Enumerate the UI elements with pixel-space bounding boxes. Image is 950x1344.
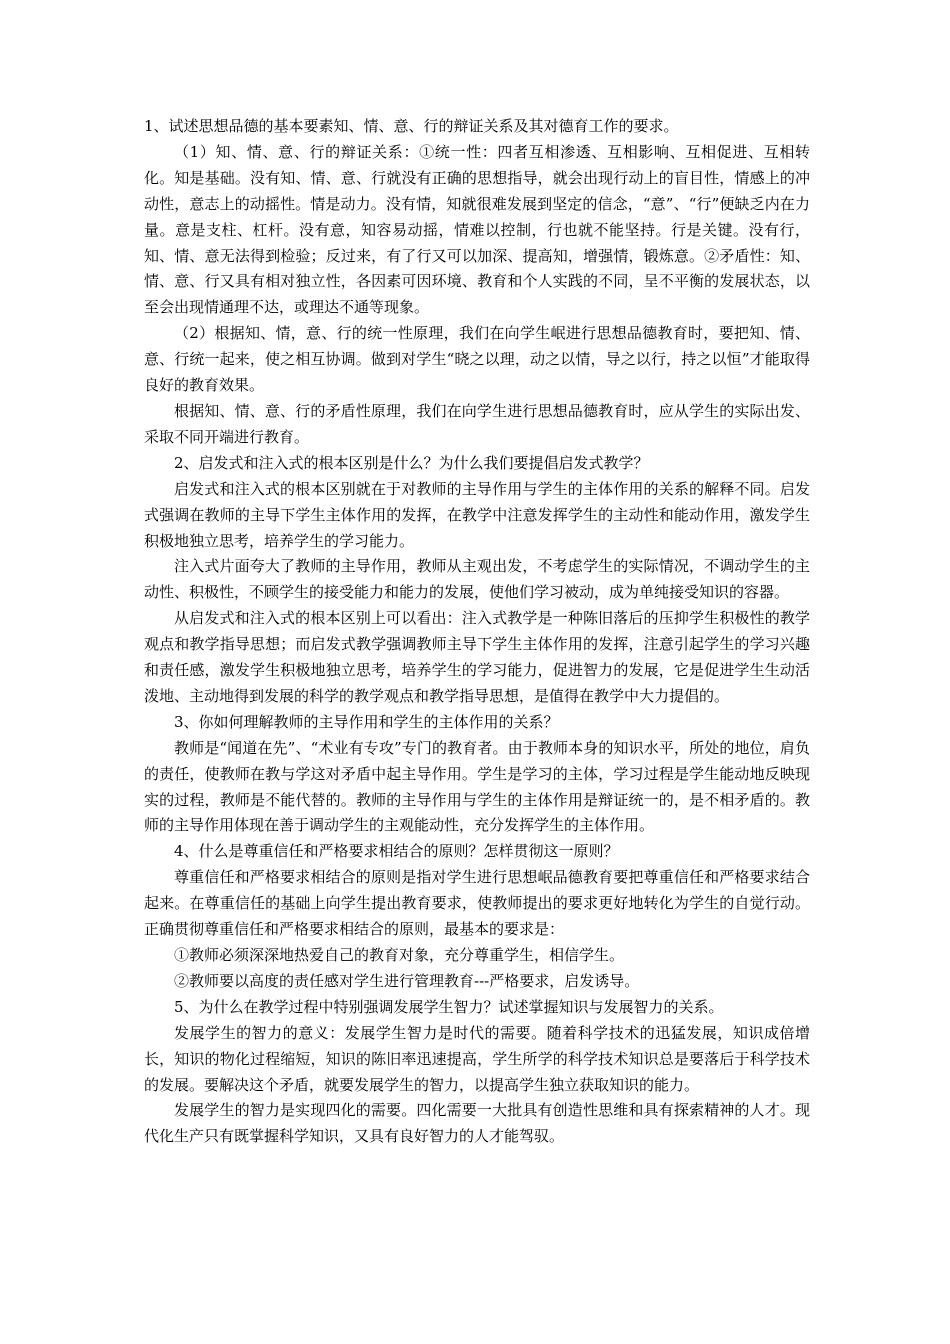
- answer-1-part-2: （2）根据知、情，意、行的统一性原理，我们在向学生岷进行思想品德教育时，要把知、情、意、行统一起来，使之相互协调。做到对学生“晓之以理，动之以情，导之以行，持之以恒”才能取得良好的教育效果。: [144, 324, 810, 395]
- answer-4-point-2: ②教师要以高度的责任感对学生进行管理教育---严格要求，启发诱导。: [174, 971, 640, 990]
- question-3-title: 3、你如何理解教师的主导作用和学生的主体作用的关系？: [174, 712, 559, 731]
- answer-2-part-3: 从启发式和注入式的根本区别上可以看出：注入式教学是一种陈旧落后的压抑学生积极性的教学观点和教学指导思想；而启发式教学强调教师主导下学生主体作用的发挥，注意引起学生的学习兴趣和责任感，激发学生积极地独立思考，培养学生的学习能力，促进智力的发展，它是促进学生生动活泼地、主动地得到发展的科学的教学观点和教学指导思想，是值得在教学中大力提倡的。: [144, 609, 810, 705]
- answer-5-part-1: 发展学生的智力的意义：发展学生智力是时代的需要。随着科学技术的迅猛发展，知识成倍增长，知识的物化过程缩短，知识的陈旧率迅速提高，学生所学的科学技术知识总是要落后于科学技术的发展。要解决这个矛盾，就要发展学生的智力，以提高学生独立获取知识的能力。: [144, 1023, 810, 1094]
- answer-3: 教师是“闻道在先”、“术业有专攻”专门的教育者。由于教师本身的知识水平，所处的地位，肩负的责任，使教师在教与学这对矛盾中起主导作用。学生是学习的主体，学习过程是学生能动地反映现实的过程，教师是不能代替的。教师的主导作用与学生的主体作用是辩证统一的，是不相矛盾的。教师的主导作用体现在善于调动学生的主观能动性，充分发挥学生的主体作用。: [144, 738, 810, 835]
- answer-5-part-2: 发展学生的智力是实现四化的需要。四化需要一大批具有创造性思维和具有探索精神的人才。现代化生产只有既掌握科学知识，又具有良好智力的人才能驾驭。: [144, 1101, 810, 1146]
- answer-4-part-1: 尊重信任和严格要求相结合的原则是指对学生进行思想岷品德教育要把尊重信任和严格要求结合起来。在尊重信任的基础上向学生提出教育要求，使教师提出的要求更好地转化为学生的自觉行动。正确贯彻尊重信任和严格要求相结合的原则，最基本的要求是：: [144, 868, 810, 939]
- answer-1-part-1: （1）知、情、意、行的辩证关系：①统一性：四者互相渗透、互相影响、互相促进、互相转化。知是基础。没有知、情、意、行就没有正确的思想指导，就会出现行动上的盲目性，情感上的冲动性，意志上的动摇性。情是动力。没有情，知就很难发展到坚定的信念，“意”、“行”便缺乏内在力量。意是支柱、杠杆。没有意，知容易动摇，情难以控制，行也就不能坚持。行是关键。没有行，知、情、意无法得到检验；反过来，有了行又可以加深、提高知，增强情，锻炼意。②矛盾性：知、情、意、行又具有相对独立性，各因素可因环境、教育和个人实践的不同，呈不平衡的发展状态，以至会出现情通理不达，或理达不通等现象。: [144, 142, 810, 317]
- answer-2-part-2: 注入式片面夸大了教师的主导作用，教师从主观出发，不考虑学生的实际情况，不调动学生的主动性、积极性，不顾学生的接受能力和能力的发展，使他们学习被动，成为单纯接受知识的容器。: [144, 557, 810, 602]
- answer-1-part-3: 根据知、情、意、行的矛盾性原理，我们在向学生进行思想品德教育时，应从学生的实际出发、采取不同开端进行教育。: [144, 401, 810, 446]
- question-5-title: 5、为什么在教学过程中特别强调发展学生智力？试述掌握知识与发展智力的关系。: [174, 997, 724, 1016]
- question-1-title: 1、试述思想品德的基本要素知、情、意、行的辩证关系及其对德育工作的要求。: [144, 117, 679, 135]
- answer-4-point-1: ①教师必须深深地热爱自己的教育对象，充分尊重学生，相信学生。: [174, 946, 625, 964]
- question-2-title: 2、启发式和注入式的根本区别是什么？为什么我们要提倡启发式教学？: [174, 453, 649, 472]
- answer-2-part-1: 启发式和注入式的根本区别就在于对教师的主导作用与学生的主体作用的关系的解释不同。启发式强调在教师的主导下学生主体作用的发挥，在教学中注意发挥学生的主动性和能动作用，激发学生积极地独立思考，培养学生的学习能力。: [144, 479, 810, 550]
- document-body: [144, 114, 810, 1150]
- question-4-title: 4、什么是尊重信任和严格要求相结合的原则？怎样贯彻这一原则？: [174, 842, 619, 861]
